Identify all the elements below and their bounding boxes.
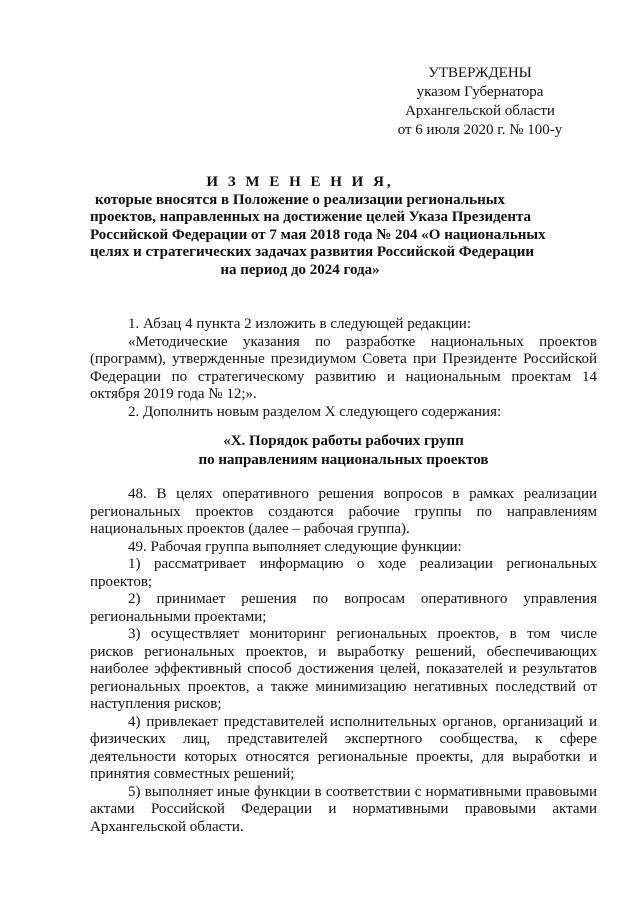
function-1: 1) рассматривает информацию о ходе реализации региональных проектов; [90, 556, 597, 590]
section-title-line-2: по направлениям национальных проектов [198, 452, 489, 468]
approval-line-3: Архангельской области [405, 103, 555, 119]
approval-line-1: УТВЕРЖДЕНЫ [428, 65, 532, 81]
title-line-3: Российской Федерации от 7 мая 2018 года № 204 «О национальных [90, 226, 546, 243]
section-title [90, 432, 597, 470]
function-3: 3) осуществляет мониторинг региональных проектов, в том числе рисков региональных проектов, и выработку решений, обеспечивающих наиболее эффективный способ достижения целей, показателей и результатов региональных проектов, а также минимизацию негативных последствий от наступления рисков; [90, 626, 597, 712]
item-2: 2. Дополнить новым разделом X следующего содержания: [128, 403, 502, 420]
quoted-text: «Методические указания по разработке национальных проектов (программ), утвержденные президиумом Совета при Президенте Российской Федерации по стратегическому развитию и национальным проектам 14 октября 2019 года № 12;». [90, 333, 597, 402]
title-line-2: проектов, направленных на достижение целей Указа Президента [90, 209, 532, 225]
approval-line-4: от 6 июля 2020 г. № 100-у [397, 122, 563, 138]
approval-stamp [370, 64, 590, 140]
section-title-line-1: «X. Порядок работы рабочих групп [223, 433, 464, 449]
paragraph-49: 49. Рабочая группа выполняет следующие функции: [128, 538, 462, 555]
part-1 [90, 316, 597, 421]
section-body [90, 486, 597, 836]
approval-line-2: указом Губернатора [416, 84, 544, 100]
title-line-1: которые вносятся в Положение о реализации региональных [95, 191, 505, 208]
title-line-4: целях и стратегических задачах развития Российской Федерации [90, 244, 535, 260]
document-title [90, 174, 546, 279]
function-5: 5) выполняет иные функции в соответствии с нормативными правовыми актами Российской Федерации и нормативными правовыми актами Архангельской области. [90, 783, 597, 835]
function-2: 2) принимает решения по вопросам оперативного управления региональными проектами; [90, 591, 597, 625]
title-line-5: на период до 2024 года» [220, 261, 380, 278]
function-4: 4) привлекает представителей исполнительных органов, организаций и физических лиц, представителей экспертного сообщества, к сфере деятельности которых относятся региональные проекты, для выработки и принятия совместных решений; [90, 713, 597, 782]
item-1: 1. Абзац 4 пункта 2 изложить в следующей редакции: [128, 316, 472, 332]
paragraph-48: 48. В целях оперативного решения вопросов в рамках реализации региональных проектов создаются рабочие группы по направлениям национальных проектов (далее – рабочая группа). [90, 486, 597, 537]
title-heading: И З М Е Н Е Н И Я, [206, 174, 394, 190]
